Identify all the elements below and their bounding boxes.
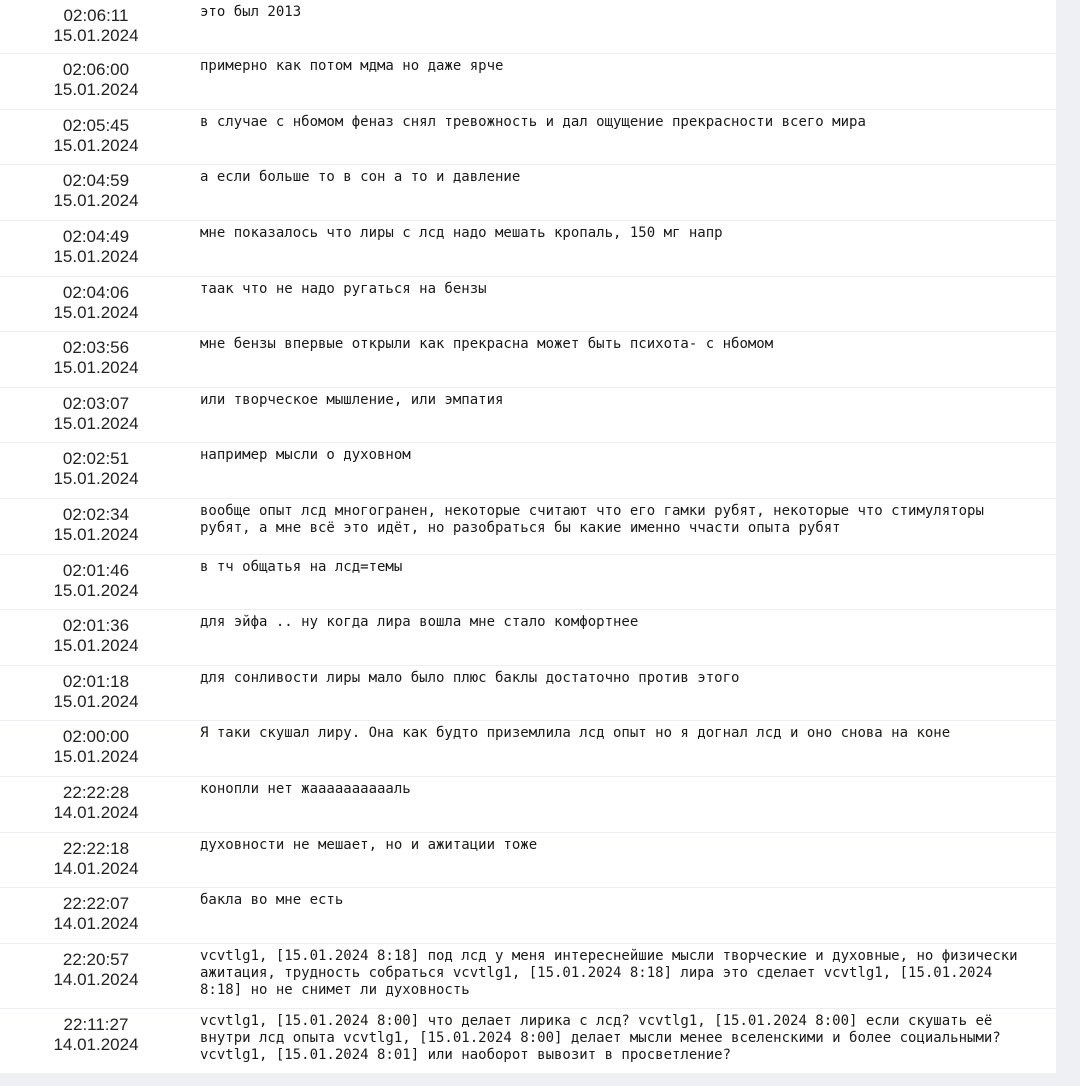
message-date: 15.01.2024: [53, 636, 139, 655]
message-timestamp: [0, 944, 192, 1008]
message-timestamp: [0, 0, 192, 53]
message-timestamp: [0, 666, 192, 720]
message-row: [0, 110, 1056, 165]
message-timestamp: [0, 110, 192, 164]
message-row: [0, 777, 1056, 833]
message-time: 02:05:45: [62, 116, 130, 135]
message-date: 15.01.2024: [53, 469, 139, 488]
message-row: [0, 221, 1056, 277]
message-time: 22:22:18: [62, 839, 130, 858]
message-row: [0, 610, 1056, 666]
message-time: 22:22:28: [62, 783, 130, 802]
message-row: [0, 1009, 1056, 1073]
message-text: примерно как потом мдма но даже ярче: [200, 58, 504, 74]
message-date: 15.01.2024: [53, 747, 139, 766]
message-date: 15.01.2024: [53, 303, 139, 322]
message-row: [0, 555, 1056, 610]
message-time: 02:01:36: [62, 616, 130, 635]
message-time: 02:06:11: [63, 6, 129, 25]
message-time: 02:04:59: [62, 171, 130, 190]
message-timestamp: [0, 499, 192, 554]
message-timestamp: [0, 888, 192, 943]
message-text: в случае с нбомом феназ снял тревожность и дал ощущение прекрасности всего мира: [200, 114, 866, 130]
message-text: мне бензы впервые открыли как прекрасна может быть психота- с нбомом: [200, 336, 774, 352]
message-text: Я таки скушал лиру. Она как будто приземлила лсд опыт но я догнал лсд и оно снова на коне: [200, 725, 951, 741]
message-date: 15.01.2024: [53, 414, 139, 433]
message-date: 15.01.2024: [53, 525, 139, 544]
message-text: а если больше то в сон а то и давление: [200, 169, 521, 185]
message-text: vcvtlg1, [15.01.2024 8:18] под лсд у меня интереснейшие мысли творческие и духовные, но физически ажитация, трудность собраться vcvtlg1, [15.01.2024 8:18] лира это сделает vcvtlg1, [15.01.2024 8:18] но не снимет ли духовность: [200, 948, 1018, 998]
message-date: 15.01.2024: [53, 358, 139, 377]
message-timestamp: [0, 332, 192, 387]
message-text: бакла во мне есть: [200, 892, 344, 908]
message-date: 15.01.2024: [53, 581, 139, 600]
message-date: 14.01.2024: [53, 970, 139, 989]
message-timestamp: [0, 721, 192, 776]
message-time: 02:02:34: [62, 505, 130, 524]
message-text: духовности не мешает, но и ажитации тоже: [200, 837, 538, 853]
message-timestamp: [0, 610, 192, 665]
message-timestamp: [0, 388, 192, 442]
message-time: 02:06:00: [62, 60, 130, 79]
message-date: 14.01.2024: [53, 803, 139, 822]
message-time: 02:02:51: [62, 449, 130, 468]
message-row: [0, 388, 1056, 443]
message-row: [0, 165, 1056, 221]
message-time: 02:04:49: [62, 227, 130, 246]
message-timestamp: [0, 1009, 192, 1073]
message-date: 15.01.2024: [53, 26, 139, 45]
message-time: 02:01:46: [62, 561, 130, 580]
message-time: 22:22:07: [62, 894, 130, 913]
message-text: в тч общатья на лсд=темы: [200, 559, 403, 575]
message-timestamp: [0, 221, 192, 276]
message-text: или творческое мышление, или эмпатия: [200, 392, 504, 408]
message-timestamp: [0, 555, 192, 609]
message-text: это был 2013: [200, 4, 302, 20]
message-row: [0, 888, 1056, 944]
message-row: [0, 277, 1056, 332]
message-timestamp: [0, 165, 192, 220]
message-row: [0, 721, 1056, 777]
message-date: 14.01.2024: [53, 859, 139, 878]
message-row: [0, 443, 1056, 499]
message-date: 15.01.2024: [53, 692, 139, 711]
message-time: 02:01:18: [62, 672, 130, 691]
message-text: vcvtlg1, [15.01.2024 8:00] что делает лирика с лсд? vcvtlg1, [15.01.2024 8:00] если скушать её внутри лсд опыта vcvtlg1, [15.01.2024 8:00] делает мысли менее вселенскими и более социальными? vcvtlg1, [15.01.2024 8:01] или наоборот вывозит в просветление?: [200, 1013, 1001, 1063]
message-row: [0, 666, 1056, 721]
message-date: 15.01.2024: [53, 247, 139, 266]
message-text: для эйфа .. ну когда лира вошла мне стало комфортнее: [200, 614, 639, 630]
message-date: 14.01.2024: [53, 914, 139, 933]
message-row: [0, 332, 1056, 388]
message-text: вообще опыт лсд многогранен, некоторые считают что его гамки рубят, некоторые что стимуляторы рубят, а мне всё это идёт, но разобраться бы какие именно ччасти опыта рубят: [200, 503, 984, 536]
message-date: 15.01.2024: [53, 191, 139, 210]
message-time: 02:04:06: [62, 283, 130, 302]
message-text: мне показалось что лиры с лсд надо мешать кропаль, 150 мг напр: [200, 225, 723, 241]
message-timestamp: [0, 833, 192, 887]
message-time: 22:20:57: [62, 950, 130, 969]
message-row: [0, 54, 1056, 110]
message-timestamp: [0, 277, 192, 331]
message-text: например мысли о духовном: [200, 447, 411, 463]
message-text: для сонливости лиры мало было плюс баклы достаточно против этого: [200, 670, 740, 686]
message-row: [0, 833, 1056, 888]
message-time: 02:00:00: [62, 727, 130, 746]
message-text: конопли нет жааааааааааль: [200, 781, 411, 797]
message-date: 14.01.2024: [53, 1035, 139, 1054]
message-time: 02:03:56: [62, 338, 130, 357]
message-date: 15.01.2024: [53, 80, 139, 99]
message-time: 02:03:07: [62, 394, 130, 413]
message-timestamp: [0, 777, 192, 832]
message-date: 15.01.2024: [53, 136, 139, 155]
message-timestamp: [0, 54, 192, 109]
message-row: [0, 499, 1056, 555]
message-text: таак что не надо ругаться на бензы: [200, 281, 487, 297]
message-timestamp: [0, 443, 192, 498]
message-time: 22:11:27: [63, 1015, 129, 1034]
message-row: [0, 0, 1056, 54]
message-row: [0, 944, 1056, 1009]
